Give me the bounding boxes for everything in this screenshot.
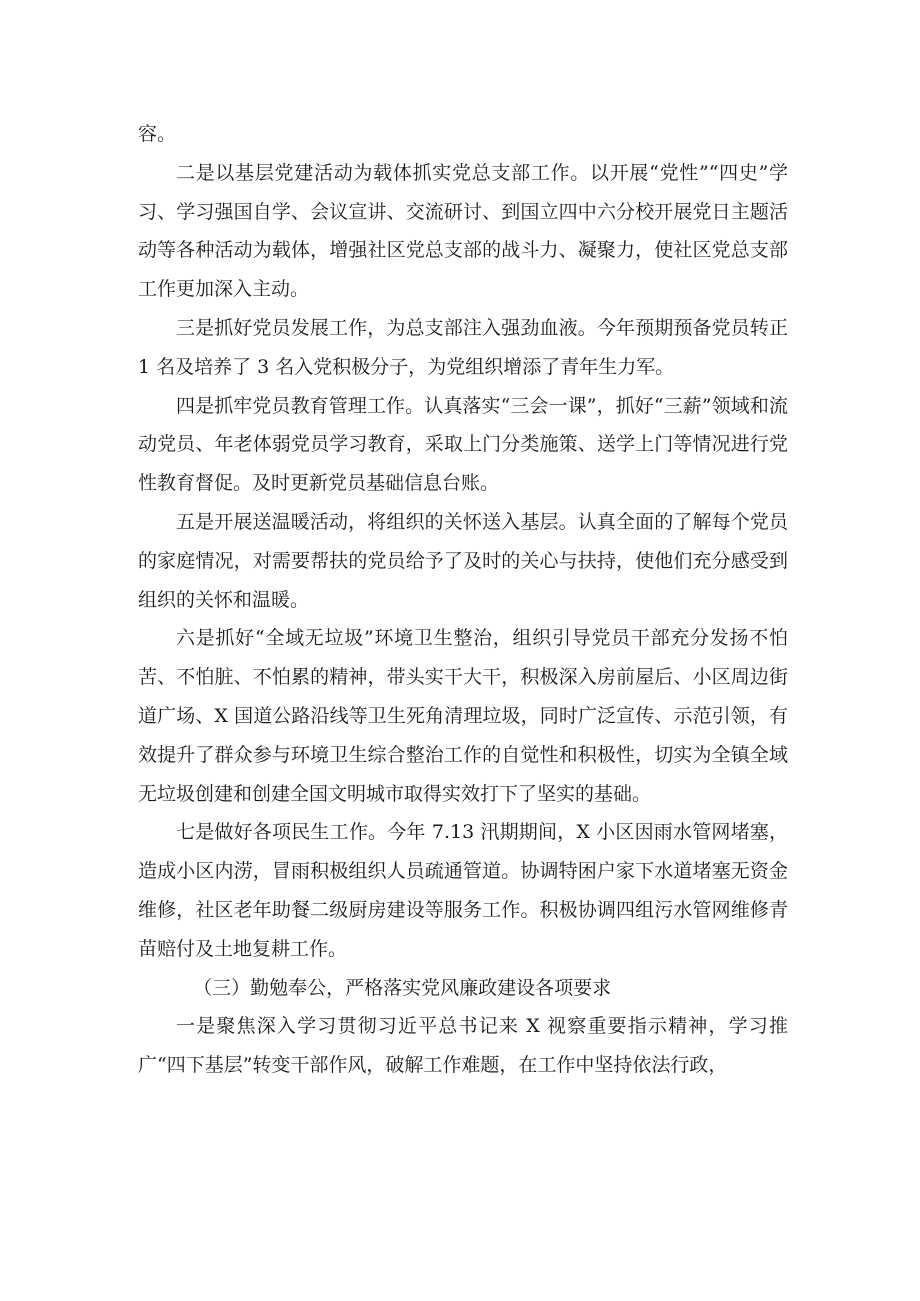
- paragraph-party-activities: 二是以基层党建活动为载体抓实党总支部工作。以开展“党性”“四史”学习、学习强国自学、会议宣讲、交流研讨、到国立四中六分校开展党日主题活动等各种活动为载体，增强社区党总支部的战斗力、凝聚力，使社区党总支部工作更加深入主动。: [138, 161, 788, 301]
- paragraph-warmth-activities: 五是开展送温暖活动，将组织的关怀送入基层。认真全面的了解每个党员的家庭情况，对需要帮扶的党员给予了及时的关心与扶持，使他们充分感受到组织的关怀和温暖。: [138, 510, 788, 611]
- paragraph-study-instructions: 一是聚焦深入学习贯彻习近平总书记来 X 视察重要指示精神，学习推广“四下基层”转变干部作风，破解工作难题，在工作中坚持依法行政，: [138, 1015, 788, 1077]
- paragraph-sanitation: 六是抓好“全域无垃圾”环境卫生整治，组织引导党员干部充分发扬不怕苦、不怕脏、不怕累的精神，带头实干大干，积极深入房前屋后、小区周边街道广场、X 国道公路沿线等卫生死角清理垃圾，同时广泛宣传、示范引领，有效提升了群众参与环境卫生综合整治工作的自觉性和积极性，切实为全镇全域无垃圾创建和创建全国文明城市取得实效打下了坚实的基础。: [138, 627, 788, 805]
- paragraph-continuation: 容。: [138, 123, 177, 145]
- paragraph-member-education: 四是抓牢党员教育管理工作。认真落实“三会一课”，抓好“三薪”领域和流动党员、年老体弱党员学习教育，采取上门分类施策、送学上门等情况进行党性教育督促。及时更新党员基础信息台账。: [138, 394, 788, 495]
- document-body: [138, 115, 788, 1085]
- paragraph-member-development: 三是抓好党员发展工作，为总支部注入强劲血液。今年预期预备党员转正 1 名及培养了 3 名入党积极分子，为党组织增添了青年生力军。: [138, 316, 788, 378]
- section-heading-integrity: （三）勤勉奉公，严格落实党风廉政建设各项要求: [193, 976, 612, 999]
- paragraph-livelihood: 七是做好各项民生工作。今年 7.13 汛期期间，X 小区因雨水管网堵塞，造成小区内涝，冒雨积极组织人员疏通管道。协调特困户家下水道堵塞无资金维修，社区老年助餐二级厨房建设等服务工作。积极协调四组污水管网维修青苗赔付及土地复耕工作。: [138, 821, 788, 960]
